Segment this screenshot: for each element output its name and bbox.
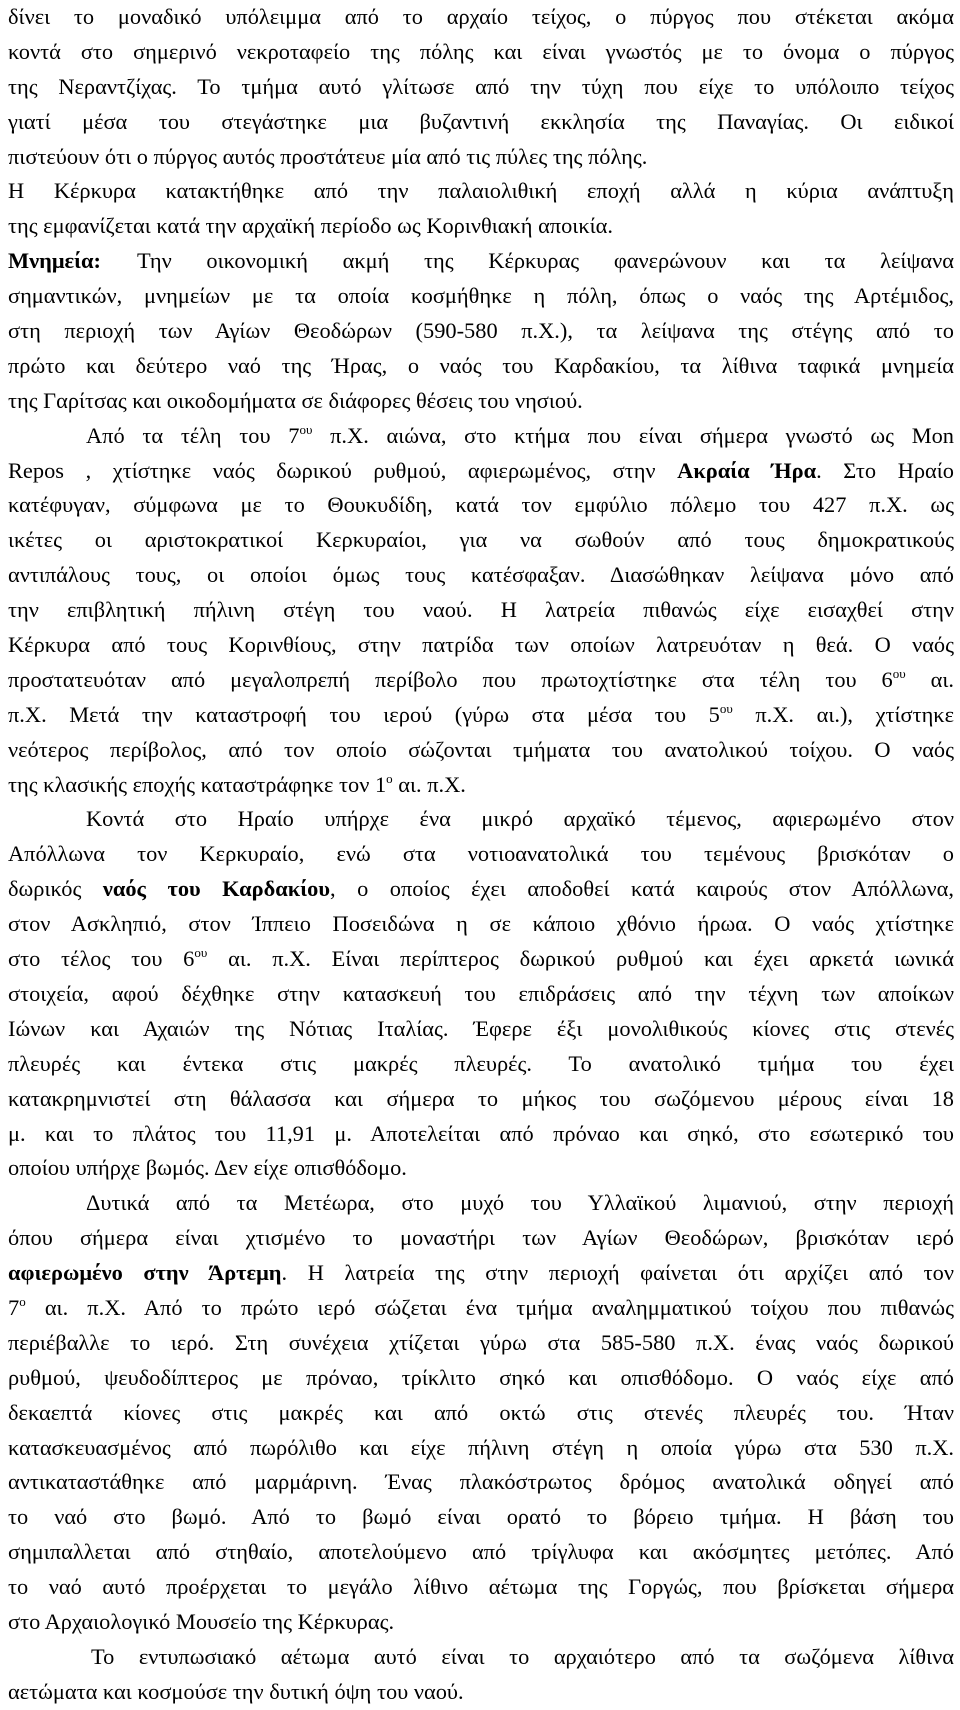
- text-line: αετώματα και κοσμούσε την δυτική όψη του ναού.: [8, 1678, 464, 1704]
- text-span: αι. π.Χ. Είναι περίπτερος δωρικού ρυθμού και έχει αρκετά ιωνικά: [207, 946, 954, 972]
- text-line: της εμφανίζεται κατά την αρχαϊκή περίοδο ως Κορινθιακή αποικία.: [8, 213, 613, 239]
- text-span: 7: [8, 1294, 20, 1320]
- bold-term: ναός του Καρδακίου: [102, 876, 330, 902]
- text-line: πλευρές και έντεκα στις μακρές πλευρές. Το ανατολικό τμήμα του έχει: [8, 1050, 954, 1076]
- text-line: το ναό αυτό προέρχεται το μεγάλο λίθινο αέτωμα της Γοργώς, που βρίσκεται σήμερα: [8, 1574, 954, 1600]
- text-line: στοιχεία, αφού δέχθηκε στην κατασκευή του επιδράσεις από την τέχνη των αποίκων: [8, 980, 954, 1006]
- text-line: γιατί μέσα του στεγάστηκε μια βυζαντινή εκκλησία της Παναγίας. Οι ειδικοί: [8, 108, 954, 134]
- text-line: κοντά στο σημερινό νεκροταφείο της πόλης και είναι γνωστός με το όνομα ο πύργος: [8, 38, 954, 64]
- text-line: [8, 1291, 954, 1326]
- text-line: το ναό στο βωμό. Από το βωμό είναι ορατό το βόρειο τμήμα. Η βάση του: [8, 1504, 954, 1530]
- text-line: [8, 942, 954, 977]
- text-span: Repos , χτίστηκε ναός δωρικού ρυθμού, αφιερωμένος, στην: [8, 457, 678, 483]
- text-line: Η Κέρκυρα κατακτήθηκε από την παλαιολιθική εποχή αλλά η κύρια ανάπτυξη: [8, 178, 954, 204]
- text-line: στο Αρχαιολογικό Μουσείο της Κέρκυρας.: [8, 1608, 395, 1634]
- text-line: σημιπαλλεται από στηθαίο, αποτελούμενο από τρίγλυφα και ακόσμητες μετόπες. Από: [8, 1539, 954, 1565]
- text-line: πιστεύουν ότι ο πύργος αυτός προστάτευε μία από τις πύλες της πόλης.: [8, 143, 648, 169]
- text-line: [8, 1256, 954, 1291]
- text-line: Το εντυπωσιακό αέτωμα αυτό είναι το αρχαιότερο από τα σωζόμενα λίθινα: [91, 1643, 954, 1669]
- text-line: την επιβλητική πήλινη στέγη του ναού. Η λατρεία πιθανώς είχε εισαχθεί στην: [8, 597, 954, 623]
- text-line: κατακρημνιστεί στη θάλασσα και σήμερα το μήκος του σωζόμενου μέρους είναι 18: [8, 1085, 954, 1111]
- superscript: ου: [892, 665, 906, 681]
- text-span: Την οικονομική ακμή της Κέρκυρας φανερώνουν και τα λείψανα: [137, 248, 954, 274]
- text-span: , ο οποίος έχει αποδοθεί κατά καιρούς στον Απόλλωνα,: [329, 876, 954, 902]
- text-span: π.Χ. αι.), χτίστηκε: [732, 701, 954, 727]
- text-line: οποίου υπήρχε βωμός. Δεν είχε οπισθόδομο.: [8, 1155, 407, 1181]
- text-line: [8, 768, 954, 803]
- text-span: . Η λατρεία της στην περιοχή φαίνεται ότι αρχίζει από τον: [281, 1260, 954, 1286]
- text-line: Κοντά στο Ηραίο υπήρχε ένα μικρό αρχαϊκό τέμενος, αφιερωμένο στον: [86, 806, 954, 832]
- text-span: π.Χ. αιώνα, στο κτήμα που είναι σήμερα γνωστό ως Mon: [312, 422, 954, 448]
- bold-term: αφιερωμένο στην Άρτεμη: [8, 1260, 282, 1286]
- text-span: στο τέλος του 6: [8, 946, 195, 972]
- text-line: Απόλλωνα τον Κερκυραίο, ενώ στα νοτιοανατολικά του τεμένους βρισκόταν ο: [8, 841, 954, 867]
- text-span: π.Χ. Μετά την καταστροφή του ιερού (γύρω στα μέσα του 5: [8, 701, 720, 727]
- text-line: κατασκευασμένος από πωρόλιθο και είχε πήλινη στέγη η οποία γύρω στα 530 π.Χ.: [8, 1434, 954, 1460]
- text-line: ρυθμού, ψευδοδίπτερος με πρόναο, τρίκλιτο σηκό και οπισθόδομο. Ο ναός είχε από: [8, 1364, 954, 1390]
- text-line: ικέτες οι αριστοκρατικοί Κερκυραίοι, για να σωθούν από τους δημοκρατικούς: [8, 527, 954, 553]
- text-line: δεκαεπτά κίονες στις μακρές και από οκτώ στις στενές πλευρές του. Ήταν: [8, 1399, 954, 1425]
- section-label: Μνημεία:: [8, 248, 102, 274]
- superscript: ο: [386, 770, 393, 786]
- text-line: στη περιοχή των Αγίων Θεοδώρων (590-580 π.Χ.), τα λείψανα της στέγης από το: [8, 318, 954, 344]
- superscript: ου: [299, 421, 313, 437]
- text-line: μ. και το πλάτος του 11,91 μ. Αποτελείται από πρόναο και σηκό, στο εσωτερικό του: [8, 1120, 954, 1146]
- text-span: αι.: [905, 666, 954, 692]
- text-line: περιέβαλλε το ιερό. Στη συνέχεια χτίζεται γύρω στα 585-580 π.Χ. ένας ναός δωρικού: [8, 1329, 954, 1355]
- text-line: Δυτικά από τα Μετέωρα, στο μυχό του Υλλαϊκού λιμανιού, στην περιοχή: [86, 1190, 954, 1216]
- text-span: Από τα τέλη του 7: [86, 422, 300, 448]
- text-span: της κλασικής εποχής καταστράφηκε τον 1: [8, 771, 387, 797]
- document-page: [8, 0, 954, 1710]
- text-line: [8, 698, 954, 733]
- text-line: Ιώνων και Αχαιών της Νότιας Ιταλίας. Έφερε έξι μονολιθικούς κίονες στις στενές: [8, 1015, 954, 1041]
- bold-term: Ακραία Ήρα: [677, 457, 817, 483]
- superscript: ο: [19, 1293, 26, 1309]
- text-line: στον Ασκληπιό, στον Ίππειο Ποσειδώνα η σε κάποιο χθόνιο ήρωα. Ο ναός χτίστηκε: [8, 911, 954, 937]
- text-line: της Γαρίτσας και οικοδομήματα σε διάφορες θέσεις του νησιού.: [8, 387, 583, 413]
- text-span: δωρικός: [8, 876, 103, 902]
- superscript: ου: [719, 700, 733, 716]
- text-line: πρώτο και δεύτερο ναό της Ήρας, ο ναός του Καρδακίου, τα λίθινα ταφικά μνημεία: [8, 352, 954, 378]
- text-span: αι. π.Χ. Από το πρώτο ιερό σώζεται ένα τμήμα αναλημματικού τοίχου που πιθανώς: [25, 1294, 954, 1320]
- text-line: [8, 663, 954, 698]
- text-line: κατέφυγαν, σύμφωνα με το Θουκυδίδη, κατά τον εμφύλιο πόλεμο του 427 π.Χ. ως: [8, 492, 954, 518]
- text-line: [8, 872, 954, 907]
- text-line: όπου σήμερα είναι χτισμένο το μοναστήρι των Αγίων Θεοδώρων, βρισκόταν ιερό: [8, 1225, 954, 1251]
- text-line: [8, 419, 954, 454]
- text-line: [8, 244, 954, 279]
- text-line: αντικαταστάθηκε από μαρμάρινη. Ένας πλακόστρωτος δρόμος ανατολικά οδηγεί από: [8, 1469, 954, 1495]
- text-line: Κέρκυρα από τους Κορινθίους, στην πατρίδα των οποίων λατρευόταν η θεά. Ο ναός: [8, 632, 954, 658]
- superscript: ου: [194, 945, 208, 961]
- text-span: αι. π.Χ.: [392, 771, 466, 797]
- text-line: νεότερος περίβολος, από τον οποίο σώζονται τμήματα του ανατολικού τοίχου. Ο ναός: [8, 736, 954, 762]
- text-span: προστατευόταν από μεγαλοπρεπή περίβολο που πρωτοχτίστηκε στα τέλη του 6: [8, 666, 893, 692]
- text-line: αντιπάλους τους, οι οποίοι όμως τους κατέσφαξαν. Διασώθηκαν λείψανα μόνο από: [8, 562, 954, 588]
- text-line: σημαντικών, μνημείων με τα οποία κοσμήθηκε η πόλη, όπως ο ναός της Αρτέμιδος,: [8, 283, 954, 309]
- text-line: της Νεραντζίχας. Το τμήμα αυτό γλίτωσε από την τύχη που είχε το υπόλοιπο τείχος: [8, 73, 954, 99]
- text-line: δίνει το μοναδικό υπόλειμμα από το αρχαίο τείχος, ο πύργος που στέκεται ακόμα: [8, 4, 954, 29]
- text-span: . Στο Ηραίο: [816, 457, 955, 483]
- text-line: [8, 454, 954, 489]
